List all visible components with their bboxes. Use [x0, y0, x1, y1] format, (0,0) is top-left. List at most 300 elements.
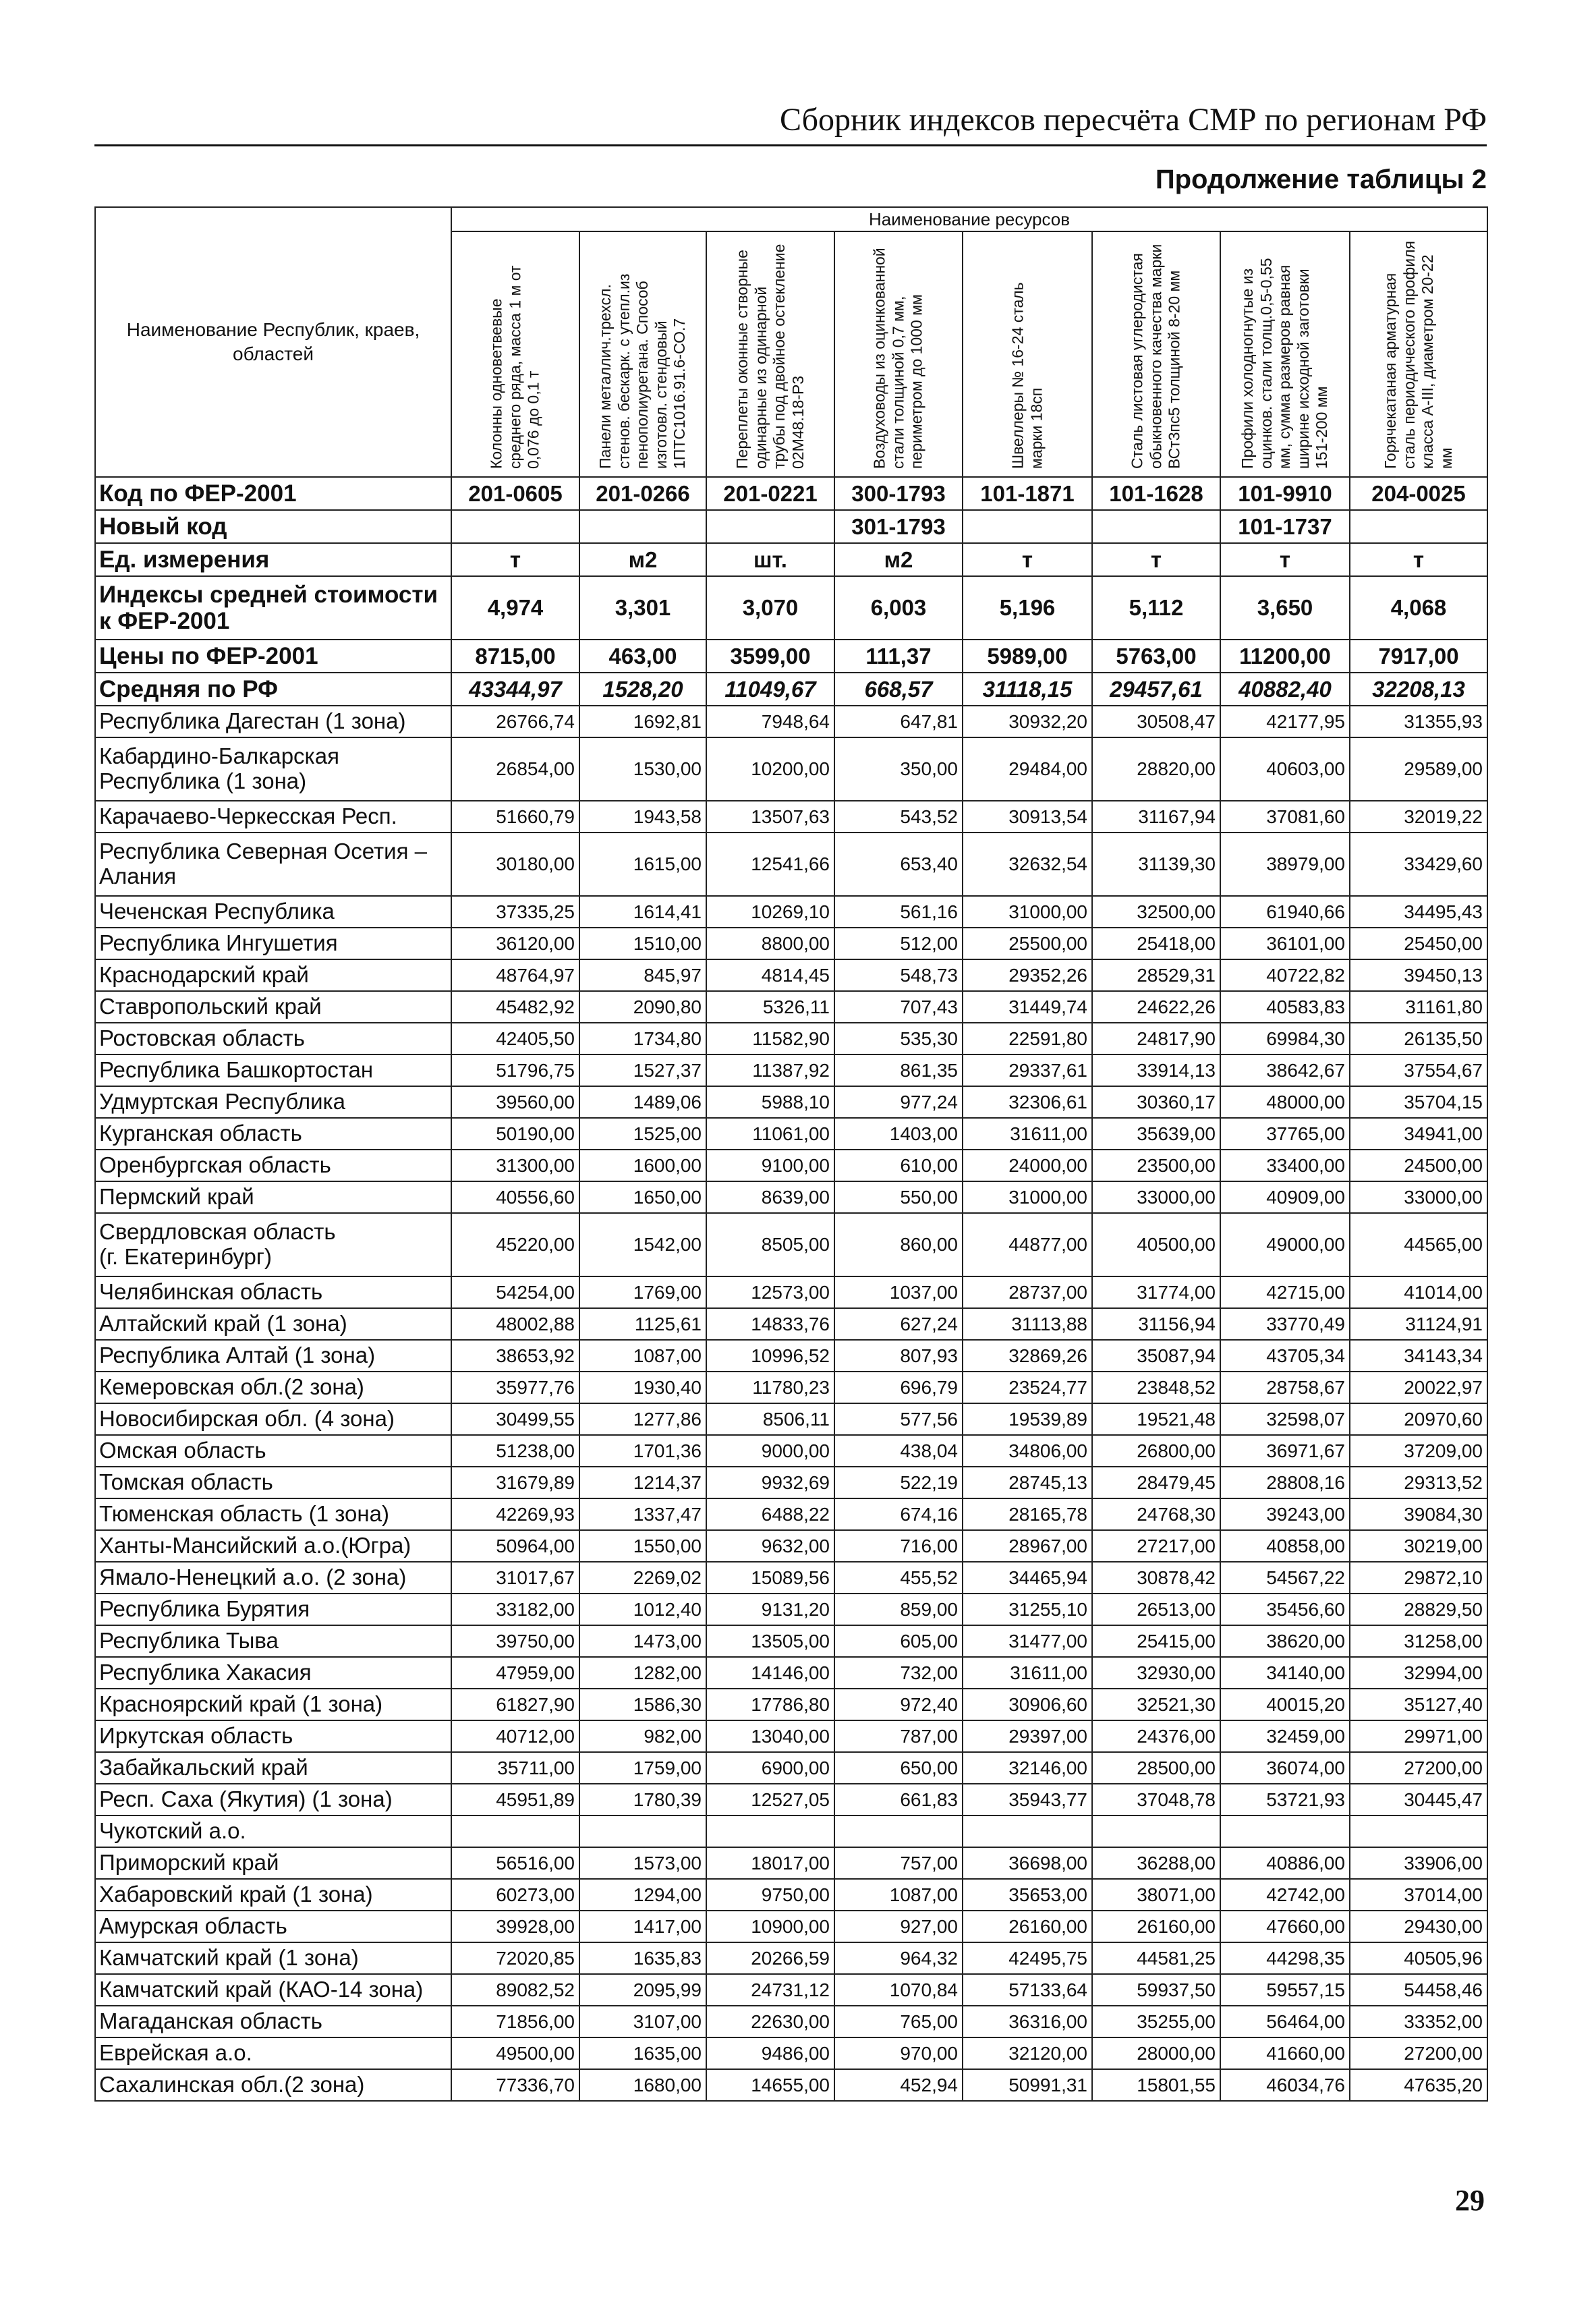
value-cell: 1635,00 — [579, 2037, 706, 2069]
value-cell: 27217,00 — [1092, 1530, 1220, 1562]
value-cell: 24000,00 — [963, 1150, 1092, 1181]
value-cell: 11780,23 — [706, 1372, 834, 1403]
value-cell: 24768,30 — [1092, 1498, 1220, 1530]
value-cell: 1930,40 — [579, 1372, 706, 1403]
row-label: Новый код — [95, 510, 451, 543]
value-cell: 32869,26 — [963, 1340, 1092, 1372]
value-cell: 38071,00 — [1092, 1879, 1220, 1911]
value-cell: 111,37 — [834, 640, 963, 673]
value-cell: 8505,00 — [706, 1213, 834, 1276]
value-cell: 845,97 — [579, 959, 706, 991]
value-cell: 72020,85 — [451, 1942, 579, 1974]
region-name-line: Свердловская область — [99, 1219, 336, 1245]
value-cell: 5989,00 — [963, 640, 1092, 673]
value-cell: 807,93 — [834, 1340, 963, 1372]
value-cell: 35943,77 — [963, 1784, 1092, 1816]
value-cell: 24622,26 — [1092, 991, 1220, 1023]
value-cell: 1943,58 — [579, 801, 706, 833]
resources-group-header: Наименование ресурсов — [451, 207, 1487, 231]
value-cell: 31611,00 — [963, 1657, 1092, 1689]
value-cell: 1087,00 — [834, 1879, 963, 1911]
value-cell: 29971,00 — [1350, 1720, 1487, 1752]
value-cell — [834, 1816, 963, 1847]
average-row — [95, 673, 1487, 706]
value-cell: 1573,00 — [579, 1847, 706, 1879]
value-cell: 34465,94 — [963, 1562, 1092, 1594]
value-cell: 34806,00 — [963, 1435, 1092, 1467]
value-cell: 25418,00 — [1092, 928, 1220, 959]
value-cell — [963, 510, 1092, 543]
value-cell: 1614,41 — [579, 896, 706, 928]
region-name: Республика Бурятия — [95, 1594, 451, 1625]
value-cell: 35456,60 — [1220, 1594, 1350, 1625]
value-cell: 757,00 — [834, 1847, 963, 1879]
region-name-line: Республика (1 зона) — [99, 768, 307, 793]
table-row — [95, 991, 1487, 1023]
value-cell: 964,32 — [834, 1942, 963, 1974]
unit-row — [95, 543, 1487, 576]
table-row — [95, 2037, 1487, 2069]
value-cell: 5,112 — [1092, 576, 1220, 640]
value-cell: 1403,00 — [834, 1118, 963, 1150]
table-row — [95, 2069, 1487, 2101]
value-cell: 18017,00 — [706, 1847, 834, 1879]
table-row — [95, 833, 1487, 896]
value-cell: 8715,00 — [451, 640, 579, 673]
value-cell: 455,52 — [834, 1562, 963, 1594]
table-row — [95, 1150, 1487, 1181]
value-cell: 35711,00 — [451, 1752, 579, 1784]
value-cell: 3,301 — [579, 576, 706, 640]
value-cell: 765,00 — [834, 2006, 963, 2037]
value-cell: 34495,43 — [1350, 896, 1487, 928]
value-cell: 36101,00 — [1220, 928, 1350, 959]
value-cell: 38653,92 — [451, 1340, 579, 1372]
value-cell: 36074,00 — [1220, 1752, 1350, 1784]
region-name: Ханты-Мансийский а.о.(Югра) — [95, 1530, 451, 1562]
value-cell: 31167,94 — [1092, 801, 1220, 833]
value-cell: 36316,00 — [963, 2006, 1092, 2037]
value-cell: 7948,64 — [706, 706, 834, 737]
value-cell: 42495,75 — [963, 1942, 1092, 1974]
value-cell: 301-1793 — [834, 510, 963, 543]
value-cell: 43344,97 — [451, 673, 579, 706]
value-cell: 44565,00 — [1350, 1213, 1487, 1276]
region-name: Хабаровский край (1 зона) — [95, 1879, 451, 1911]
value-cell: 1530,00 — [579, 737, 706, 801]
value-cell — [1092, 510, 1220, 543]
region-name: Магаданская область — [95, 2006, 451, 2037]
value-cell: 49500,00 — [451, 2037, 579, 2069]
value-cell: 59557,15 — [1220, 1974, 1350, 2006]
value-cell: 31161,80 — [1350, 991, 1487, 1023]
value-cell: 101-1871 — [963, 477, 1092, 510]
value-cell: 36288,00 — [1092, 1847, 1220, 1879]
value-cell: 25500,00 — [963, 928, 1092, 959]
value-cell: 38979,00 — [1220, 833, 1350, 896]
value-cell: 48002,88 — [451, 1308, 579, 1340]
region-name: Алтайский край (1 зона) — [95, 1308, 451, 1340]
value-cell: 1586,30 — [579, 1689, 706, 1720]
table-row — [95, 1403, 1487, 1435]
value-cell: 8800,00 — [706, 928, 834, 959]
value-cell: 45482,92 — [451, 991, 579, 1023]
table-row — [95, 1847, 1487, 1879]
value-cell: 1769,00 — [579, 1276, 706, 1308]
value-cell: 452,94 — [834, 2069, 963, 2101]
value-cell: 31355,93 — [1350, 706, 1487, 737]
value-cell: 6900,00 — [706, 1752, 834, 1784]
value-cell: 28758,67 — [1220, 1372, 1350, 1403]
value-cell: 2090,80 — [579, 991, 706, 1023]
value-cell: 14833,76 — [706, 1308, 834, 1340]
value-cell: т — [1220, 543, 1350, 576]
value-cell: 1635,83 — [579, 1942, 706, 1974]
value-cell: 605,00 — [834, 1625, 963, 1657]
value-cell: 40882,40 — [1220, 673, 1350, 706]
region-name: Камчатский край (1 зона) — [95, 1942, 451, 1974]
table-row — [95, 1276, 1487, 1308]
value-cell: 28000,00 — [1092, 2037, 1220, 2069]
region-name-line: (г. Екатеринбург) — [99, 1244, 272, 1269]
region-name: Иркутская область — [95, 1720, 451, 1752]
table-row — [95, 1023, 1487, 1054]
value-cell: 39243,00 — [1220, 1498, 1350, 1530]
region-name-line: Кабардино-Балкарская — [99, 743, 339, 769]
value-cell: 1734,80 — [579, 1023, 706, 1054]
region-name: Республика Алтай (1 зона) — [95, 1340, 451, 1372]
value-cell: 51660,79 — [451, 801, 579, 833]
value-cell: 204-0025 — [1350, 477, 1487, 510]
value-cell: 653,40 — [834, 833, 963, 896]
row-label: Ед. измерения — [95, 543, 451, 576]
value-cell: 1489,06 — [579, 1086, 706, 1118]
value-cell: 5763,00 — [1092, 640, 1220, 673]
value-cell: 45951,89 — [451, 1784, 579, 1816]
value-cell: 54458,46 — [1350, 1974, 1487, 2006]
region-name: Курганская область — [95, 1118, 451, 1150]
value-cell: 860,00 — [834, 1213, 963, 1276]
row-label: Код по ФЕР-2001 — [95, 477, 451, 510]
value-cell: 1759,00 — [579, 1752, 706, 1784]
value-cell: 101-1737 — [1220, 510, 1350, 543]
table-caption: Продолжение таблицы 2 — [1155, 165, 1487, 194]
value-cell: 36698,00 — [963, 1847, 1092, 1879]
table-row — [95, 1942, 1487, 1974]
value-cell: 101-9910 — [1220, 477, 1350, 510]
value-cell: 57133,64 — [963, 1974, 1092, 2006]
value-cell: 48000,00 — [1220, 1086, 1350, 1118]
value-cell: 927,00 — [834, 1911, 963, 1942]
table-row — [95, 1086, 1487, 1118]
value-cell: 1282,00 — [579, 1657, 706, 1689]
value-cell: 36120,00 — [451, 928, 579, 959]
value-cell: 1701,36 — [579, 1435, 706, 1467]
value-cell: 543,52 — [834, 801, 963, 833]
region-name: Челябинская область — [95, 1276, 451, 1308]
table-row — [95, 1816, 1487, 1847]
value-cell: 4,974 — [451, 576, 579, 640]
region-name-line: Алания — [99, 864, 177, 889]
value-cell: 977,24 — [834, 1086, 963, 1118]
value-cell: 650,00 — [834, 1752, 963, 1784]
value-cell: 29397,00 — [963, 1720, 1092, 1752]
value-cell: 33400,00 — [1220, 1150, 1350, 1181]
value-cell: 35087,94 — [1092, 1340, 1220, 1372]
value-cell: 28529,31 — [1092, 959, 1220, 991]
value-cell: 1294,00 — [579, 1879, 706, 1911]
value-cell: 29457,61 — [1092, 673, 1220, 706]
value-cell — [1350, 1816, 1487, 1847]
value-cell: 9750,00 — [706, 1879, 834, 1911]
value-cell: 40500,00 — [1092, 1213, 1220, 1276]
value-cell: 201-0221 — [706, 477, 834, 510]
value-cell: 30932,20 — [963, 706, 1092, 737]
value-cell: 31118,15 — [963, 673, 1092, 706]
region-name: Республика Башкортостан — [95, 1054, 451, 1086]
value-cell: 19521,48 — [1092, 1403, 1220, 1435]
value-cell: 1125,61 — [579, 1308, 706, 1340]
value-cell: 20970,60 — [1350, 1403, 1487, 1435]
value-cell: 54567,22 — [1220, 1562, 1350, 1594]
value-cell: 10269,10 — [706, 896, 834, 928]
column-header — [451, 231, 579, 477]
value-cell: 300-1793 — [834, 477, 963, 510]
value-cell: 561,16 — [834, 896, 963, 928]
value-cell: 37048,78 — [1092, 1784, 1220, 1816]
code-row — [95, 477, 1487, 510]
row-label: Цены по ФЕР-2001 — [95, 640, 451, 673]
value-cell: 37765,00 — [1220, 1118, 1350, 1150]
value-cell: 25450,00 — [1350, 928, 1487, 959]
value-cell: 61940,66 — [1220, 896, 1350, 928]
value-cell: 101-1628 — [1092, 477, 1220, 510]
column-header-text: Панели металлич.трехсл. стенов. бескарк. с утепл.из пенополиуретана. Способ изготовл. стендовый 1ПТС1016.91.6-СО.7 — [596, 273, 689, 469]
value-cell: м2 — [579, 543, 706, 576]
value-cell: 15801,55 — [1092, 2069, 1220, 2101]
value-cell: 33906,00 — [1350, 1847, 1487, 1879]
region-name: Чукотский а.о. — [95, 1816, 451, 1847]
value-cell: 1550,00 — [579, 1530, 706, 1562]
region-name: Еврейская а.о. — [95, 2037, 451, 2069]
value-cell: 32598,07 — [1220, 1403, 1350, 1435]
table-row — [95, 1625, 1487, 1657]
value-cell: 30499,55 — [451, 1403, 579, 1435]
value-cell — [706, 510, 834, 543]
region-name: Ставропольский край — [95, 991, 451, 1023]
value-cell: 28745,13 — [963, 1467, 1092, 1498]
value-cell: 28479,45 — [1092, 1467, 1220, 1498]
value-cell: 27200,00 — [1350, 2037, 1487, 2069]
table-row — [95, 1308, 1487, 1340]
table-row — [95, 1435, 1487, 1467]
value-cell: 9131,20 — [706, 1594, 834, 1625]
value-cell: 31300,00 — [451, 1150, 579, 1181]
value-cell: 30180,00 — [451, 833, 579, 896]
value-cell: 40886,00 — [1220, 1847, 1350, 1879]
value-cell: 29430,00 — [1350, 1911, 1487, 1942]
value-cell: 22591,80 — [963, 1023, 1092, 1054]
value-cell: 32930,00 — [1092, 1657, 1220, 1689]
value-cell: 6,003 — [834, 576, 963, 640]
page-header-title: Сборник индексов пересчёта СМР по регионам РФ — [780, 102, 1487, 138]
value-cell: 71856,00 — [451, 2006, 579, 2037]
value-cell: 1527,37 — [579, 1054, 706, 1086]
value-cell: 30878,42 — [1092, 1562, 1220, 1594]
value-cell: 89082,52 — [451, 1974, 579, 2006]
value-cell: 41014,00 — [1350, 1276, 1487, 1308]
row-label: Средняя по РФ — [95, 673, 451, 706]
value-cell: 28737,00 — [963, 1276, 1092, 1308]
value-cell: 39450,13 — [1350, 959, 1487, 991]
value-cell: 50991,31 — [963, 2069, 1092, 2101]
value-cell: 610,00 — [834, 1150, 963, 1181]
value-cell: 50964,00 — [451, 1530, 579, 1562]
value-cell: 31477,00 — [963, 1625, 1092, 1657]
table-row — [95, 1879, 1487, 1911]
table-row — [95, 1054, 1487, 1086]
value-cell: 10200,00 — [706, 737, 834, 801]
table-row — [95, 706, 1487, 737]
value-cell: 2095,99 — [579, 1974, 706, 2006]
region-name: Амурская область — [95, 1911, 451, 1942]
table-row — [95, 1181, 1487, 1213]
table-row — [95, 928, 1487, 959]
column-header — [834, 231, 963, 477]
table-row — [95, 1720, 1487, 1752]
region-name: Приморский край — [95, 1847, 451, 1879]
value-cell: 40712,00 — [451, 1720, 579, 1752]
value-cell: 40583,83 — [1220, 991, 1350, 1023]
value-cell: 31113,88 — [963, 1308, 1092, 1340]
value-cell: 45220,00 — [451, 1213, 579, 1276]
value-cell: 32208,13 — [1350, 673, 1487, 706]
value-cell: 35977,76 — [451, 1372, 579, 1403]
value-cell: 35255,00 — [1092, 2006, 1220, 2037]
value-cell: 59937,50 — [1092, 1974, 1220, 2006]
region-name: Краснодарский край — [95, 959, 451, 991]
value-cell: 9632,00 — [706, 1530, 834, 1562]
region-column-header: Наименование Республик, краев, областей — [95, 207, 451, 477]
value-cell: 674,16 — [834, 1498, 963, 1530]
value-cell: 40556,60 — [451, 1181, 579, 1213]
value-cell: 3107,00 — [579, 2006, 706, 2037]
value-cell: 535,30 — [834, 1023, 963, 1054]
row-label: Индексы средней стоимости к ФЕР-2001 — [95, 576, 451, 640]
region-name: Новосибирская обл. (4 зона) — [95, 1403, 451, 1435]
value-cell: 39750,00 — [451, 1625, 579, 1657]
value-cell: 14146,00 — [706, 1657, 834, 1689]
value-cell — [579, 510, 706, 543]
region-name: Пермский край — [95, 1181, 451, 1213]
value-cell: 32306,61 — [963, 1086, 1092, 1118]
value-cell: 54254,00 — [451, 1276, 579, 1308]
value-cell: 26513,00 — [1092, 1594, 1220, 1625]
value-cell: 28967,00 — [963, 1530, 1092, 1562]
value-cell: 1692,81 — [579, 706, 706, 737]
value-cell — [963, 1816, 1092, 1847]
value-cell: 30445,47 — [1350, 1784, 1487, 1816]
value-cell: 34143,34 — [1350, 1340, 1487, 1372]
value-cell: 34140,00 — [1220, 1657, 1350, 1689]
region-name: Ростовская область — [95, 1023, 451, 1054]
value-cell: 33352,00 — [1350, 2006, 1487, 2037]
value-cell: 13507,63 — [706, 801, 834, 833]
value-cell: 970,00 — [834, 2037, 963, 2069]
column-header-text: Переплеты оконные створные одинарные из одинарной трубы под двойное остекление 02М48.18-Р3 — [733, 244, 807, 469]
value-cell — [1092, 1816, 1220, 1847]
value-cell: 33770,49 — [1220, 1308, 1350, 1340]
value-cell: 42742,00 — [1220, 1879, 1350, 1911]
table-body — [95, 477, 1487, 2101]
value-cell: 32120,00 — [963, 2037, 1092, 2069]
value-cell: 37014,00 — [1350, 1879, 1487, 1911]
region-name: Камчатский край (КАО-14 зона) — [95, 1974, 451, 2006]
value-cell: 51796,75 — [451, 1054, 579, 1086]
table-row — [95, 1911, 1487, 1942]
value-cell: 8639,00 — [706, 1181, 834, 1213]
index-row — [95, 576, 1487, 640]
value-cell: 31258,00 — [1350, 1625, 1487, 1657]
value-cell: 24500,00 — [1350, 1150, 1487, 1181]
value-cell: 30906,60 — [963, 1689, 1092, 1720]
value-cell — [706, 1816, 834, 1847]
value-cell: 39084,30 — [1350, 1498, 1487, 1530]
value-cell: 1087,00 — [579, 1340, 706, 1372]
value-cell: 1600,00 — [579, 1150, 706, 1181]
value-cell: 26160,00 — [1092, 1911, 1220, 1942]
value-cell: 10900,00 — [706, 1911, 834, 1942]
value-cell: 707,43 — [834, 991, 963, 1023]
value-cell: 32521,30 — [1092, 1689, 1220, 1720]
value-cell: 668,57 — [834, 673, 963, 706]
value-cell: 47959,00 — [451, 1657, 579, 1689]
column-header-text: Швеллеры № 16-24 сталь марки 18сп — [1008, 282, 1045, 469]
value-cell: 31611,00 — [963, 1118, 1092, 1150]
table-row — [95, 1530, 1487, 1562]
region-name: Оренбургская область — [95, 1150, 451, 1181]
value-cell: 42405,50 — [451, 1023, 579, 1054]
value-cell: 787,00 — [834, 1720, 963, 1752]
value-cell: 40909,00 — [1220, 1181, 1350, 1213]
table-row — [95, 1974, 1487, 2006]
column-header — [963, 231, 1092, 477]
value-cell: 27200,00 — [1350, 1752, 1487, 1784]
region-name: Забайкальский край — [95, 1752, 451, 1784]
value-cell: 201-0605 — [451, 477, 579, 510]
value-cell — [451, 510, 579, 543]
value-cell: 31449,74 — [963, 991, 1092, 1023]
value-cell: 5988,10 — [706, 1086, 834, 1118]
value-cell: 13040,00 — [706, 1720, 834, 1752]
region-name — [95, 1213, 451, 1276]
value-cell: 39928,00 — [451, 1911, 579, 1942]
value-cell: 39560,00 — [451, 1086, 579, 1118]
value-cell: 13505,00 — [706, 1625, 834, 1657]
value-cell: 15089,56 — [706, 1562, 834, 1594]
column-header-text: Воздуховоды из оцинкованной стали толщиной 0,7 мм, периметром до 1000 мм — [870, 248, 925, 469]
column-header-text: Колонны одноветвевые среднего ряда, масса 1 м от 0,076 до 0,1 т — [487, 265, 542, 469]
value-cell: 28808,16 — [1220, 1467, 1350, 1498]
value-cell: 42715,00 — [1220, 1276, 1350, 1308]
region-name: Сахалинская обл.(2 зона) — [95, 2069, 451, 2101]
value-cell: 861,35 — [834, 1054, 963, 1086]
value-cell: 10996,52 — [706, 1340, 834, 1372]
value-cell: 201-0266 — [579, 477, 706, 510]
value-cell: 25415,00 — [1092, 1625, 1220, 1657]
value-cell: 37335,25 — [451, 896, 579, 928]
value-cell: т — [1092, 543, 1220, 576]
